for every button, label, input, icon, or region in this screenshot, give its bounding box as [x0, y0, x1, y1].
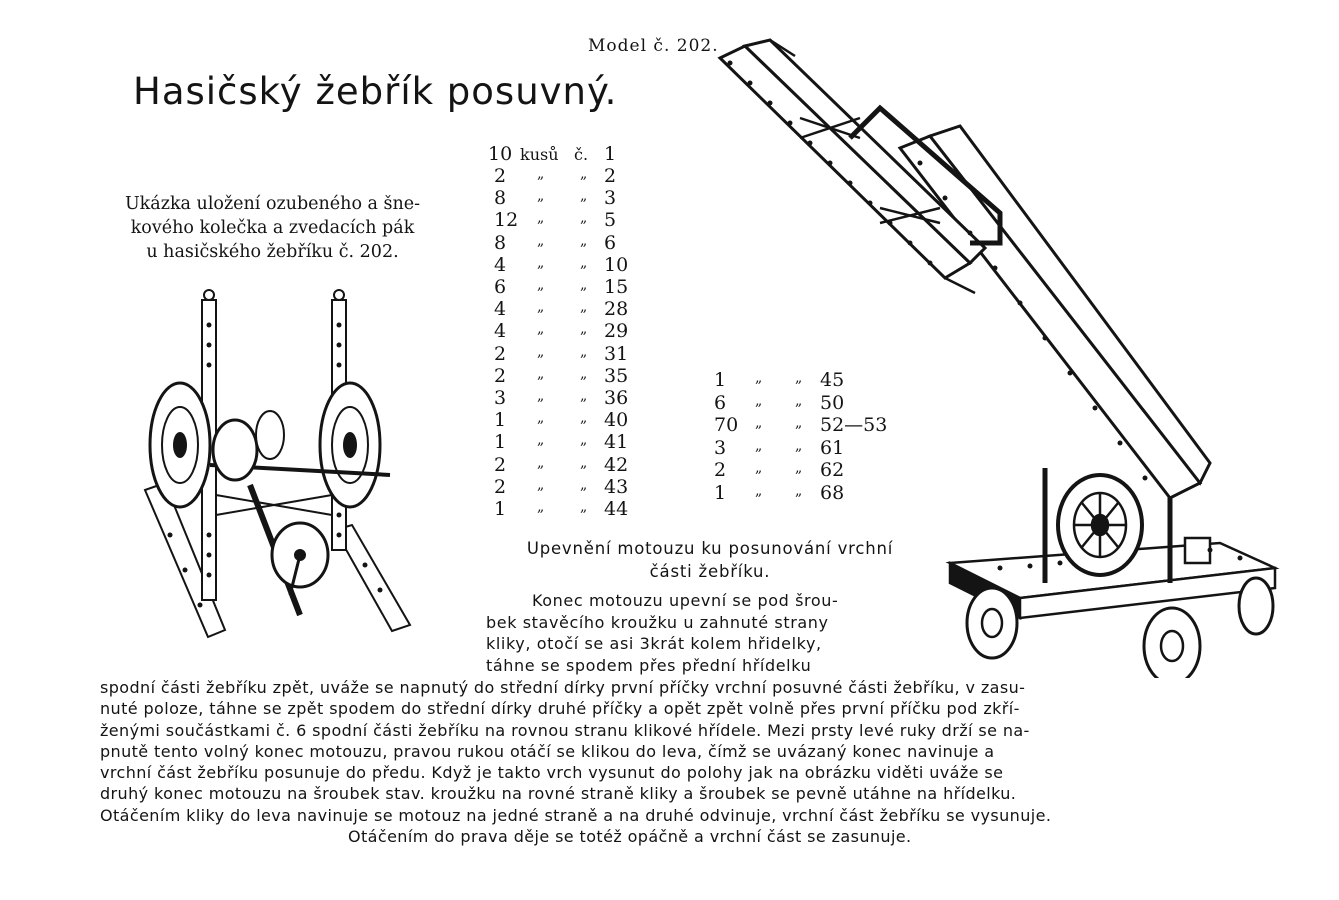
parts-quantity: 6	[494, 276, 507, 298]
caption-line: Ukázka uložení ozubeného a šne-	[124, 194, 421, 214]
instructions-paragraph-upper	[486, 590, 926, 676]
parts-number: 35	[604, 364, 629, 387]
parts-quantity: 1	[494, 431, 507, 454]
ditto-mark: „	[537, 410, 545, 427]
parts-number: 42	[604, 453, 629, 476]
paragraph-line: Konec motouzu upevní se pod šrou-	[532, 591, 839, 610]
section-heading	[480, 537, 940, 583]
parts-quantity: 8	[494, 187, 507, 210]
parts-row	[480, 232, 640, 254]
ditto-mark: „	[580, 432, 588, 449]
ditto-mark: „	[537, 232, 545, 249]
ditto-mark: „	[537, 432, 545, 449]
ditto-mark: „	[580, 410, 588, 427]
parts-quantity: 3	[714, 436, 727, 459]
ditto-mark: „	[580, 299, 588, 316]
ditto-mark: „	[795, 392, 803, 409]
parts-quantity: 2	[494, 453, 507, 476]
ditto-mark: „	[580, 454, 588, 471]
parts-quantity: 8	[494, 231, 507, 254]
parts-number: 28	[604, 298, 629, 321]
ditto-mark: „	[795, 460, 803, 476]
model-number: Model č. 202.	[588, 36, 719, 56]
ditto-mark: „	[537, 499, 545, 515]
parts-row	[480, 454, 640, 476]
ditto-mark: „	[580, 277, 588, 293]
paragraph-line: Otáčením do prava děje se totéž opáčně a vrchní část se zasunuje.	[348, 827, 912, 847]
paragraph-line: pnutě tento volný konec motouzu, pravou rukou otáčí se klikou do leva, čímž se uvázaný konec navinuje a	[100, 741, 995, 761]
ditto-mark: „	[537, 343, 545, 360]
parts-quantity: 10	[488, 143, 513, 165]
ditto-mark: „	[755, 460, 763, 476]
paragraph-line: druhý konec motouzu na šroubek stav. kroužku na rovné straně kliky a šroubek se pevně utáhne na hřídelku.	[100, 784, 1017, 804]
ditto-mark: „	[580, 388, 588, 404]
ditto-mark: „	[795, 482, 803, 499]
parts-row	[480, 320, 640, 342]
paragraph-line: kliky, otočí se asi 3krát kolem hřidelky,	[486, 634, 822, 653]
ditto-mark: „	[755, 370, 763, 386]
ditto-mark: „	[580, 210, 588, 227]
paragraph-line: bek stavěcího kroužku u zahnuté strany	[486, 612, 829, 632]
parts-list-column-1	[480, 143, 640, 523]
parts-quantity: 2	[494, 342, 507, 365]
parts-number: 15	[604, 276, 629, 298]
parts-row	[480, 387, 640, 409]
parts-quantity: 2	[494, 165, 507, 187]
parts-number: 5	[604, 209, 617, 232]
parts-quantity: 6	[714, 391, 727, 414]
parts-quantity: 4	[494, 320, 507, 343]
parts-number: 2	[604, 165, 617, 187]
parts-quantity: 1	[714, 369, 727, 391]
parts-quantity: 70	[714, 414, 739, 436]
parts-number: 61	[820, 436, 845, 459]
instructions-paragraph-lower	[100, 677, 1290, 847]
parts-number: 68	[820, 481, 845, 504]
paragraph-line: vrchní část žebříku posunuje do předu. Když je takto vrch vysunut do polohy jak na obrázku viděti uváže se	[100, 763, 1004, 783]
parts-number: 41	[604, 431, 629, 454]
ditto-mark: „	[755, 437, 763, 454]
section-heading-line: Upevnění motouzu ku posunování vrchní	[526, 539, 894, 558]
paragraph-line: ženými součástkami č. 6 spodní části žebříku na rovnou stranu klikové hřídele. Mezi prsty levé ruky drží se na-	[100, 720, 1030, 740]
ditto-mark: „	[537, 166, 545, 182]
parts-row	[480, 165, 640, 187]
caption-line: u hasičského žebříku č. 202.	[146, 242, 399, 262]
parts-number: 36	[604, 387, 629, 409]
ditto-mark: „	[580, 499, 588, 515]
parts-quantity: 4	[494, 298, 507, 321]
parts-row	[480, 254, 640, 276]
parts-quantity: 12	[494, 209, 519, 232]
ditto-mark: „	[537, 299, 545, 316]
parts-quantity: 2	[714, 459, 727, 481]
paragraph-line: spodní části žebříku zpět, uváže se napnutý do střední dírky první příčky vrchní posuvné části žebříku, v zasu-	[100, 678, 1026, 697]
parts-row	[480, 209, 640, 231]
parts-number: 62	[820, 459, 845, 481]
ditto-mark: „	[580, 166, 588, 182]
parts-row	[480, 276, 640, 298]
parts-quantity: 2	[494, 364, 507, 387]
parts-row	[480, 476, 640, 498]
ditto-mark: „	[537, 277, 545, 293]
ditto-mark: „	[580, 476, 588, 493]
parts-number: 29	[604, 320, 629, 343]
parts-row	[480, 343, 640, 365]
ditto-mark: „	[795, 437, 803, 454]
parts-number: 10	[604, 253, 629, 276]
parts-unit: kusů	[520, 145, 559, 164]
parts-number: 45	[820, 369, 845, 391]
paragraph-line: Otáčením kliky do leva navinuje se motouz na jedné straně a na druhé odvinuje, vrchní část žebříku se vysunuje.	[100, 805, 1052, 825]
ditto-mark: „	[755, 482, 763, 499]
parts-quantity: 3	[494, 387, 507, 409]
ditto-mark: „	[537, 365, 545, 382]
caption-line: kového kolečka a zvedacích pák	[130, 218, 415, 238]
gear-mechanism-drawing	[140, 285, 420, 655]
parts-number: 31	[604, 342, 629, 365]
ditto-mark: „	[795, 370, 803, 386]
parts-row	[480, 143, 640, 165]
page-title: Hasičský žebřík posuvný.	[133, 70, 618, 113]
ditto-mark: „	[537, 210, 545, 227]
parts-quantity: 2	[494, 475, 507, 498]
parts-row	[480, 431, 640, 453]
parts-number: 3	[604, 187, 617, 210]
section-heading-line: části žebříku.	[649, 562, 771, 581]
parts-row	[480, 498, 640, 520]
parts-number: 40	[604, 409, 629, 432]
parts-number: 50	[820, 391, 845, 414]
parts-row	[480, 365, 640, 387]
ditto-mark: „	[580, 254, 588, 271]
parts-quantity: 1	[494, 498, 507, 520]
parts-number: 43	[604, 475, 629, 498]
ditto-mark: „	[537, 476, 545, 493]
ditto-mark: „	[580, 365, 588, 382]
parts-number: 6	[604, 231, 617, 254]
parts-quantity: 1	[714, 481, 727, 504]
ditto-mark: „	[537, 254, 545, 271]
ditto-mark: „	[755, 392, 763, 409]
ditto-mark: „	[537, 388, 545, 404]
paragraph-line: nuté poloze, táhne se zpět spodem do střední dírky druhé příčky a opět zpět volně přes první příčku pod zkří-	[100, 699, 1020, 719]
parts-number: 1	[604, 143, 617, 165]
ditto-mark: „	[537, 321, 545, 338]
ditto-mark: „	[580, 188, 588, 205]
parts-number: 52—53	[820, 414, 888, 436]
ditto-mark: „	[795, 415, 803, 431]
ditto-mark: „	[580, 232, 588, 249]
ditto-mark: „	[537, 188, 545, 205]
parts-row	[480, 187, 640, 209]
illustration-caption	[100, 192, 445, 264]
paragraph-line: táhne se spodem přes přední hřídelku	[486, 655, 812, 675]
parts-quantity: 1	[494, 409, 507, 432]
parts-row	[480, 298, 640, 320]
ditto-mark: „	[755, 415, 763, 431]
parts-abbr: č.	[574, 145, 589, 164]
parts-row	[480, 409, 640, 431]
parts-number: 44	[604, 498, 629, 520]
ditto-mark: „	[580, 343, 588, 360]
parts-quantity: 4	[494, 253, 507, 276]
ditto-mark: „	[580, 321, 588, 338]
ditto-mark: „	[537, 454, 545, 471]
